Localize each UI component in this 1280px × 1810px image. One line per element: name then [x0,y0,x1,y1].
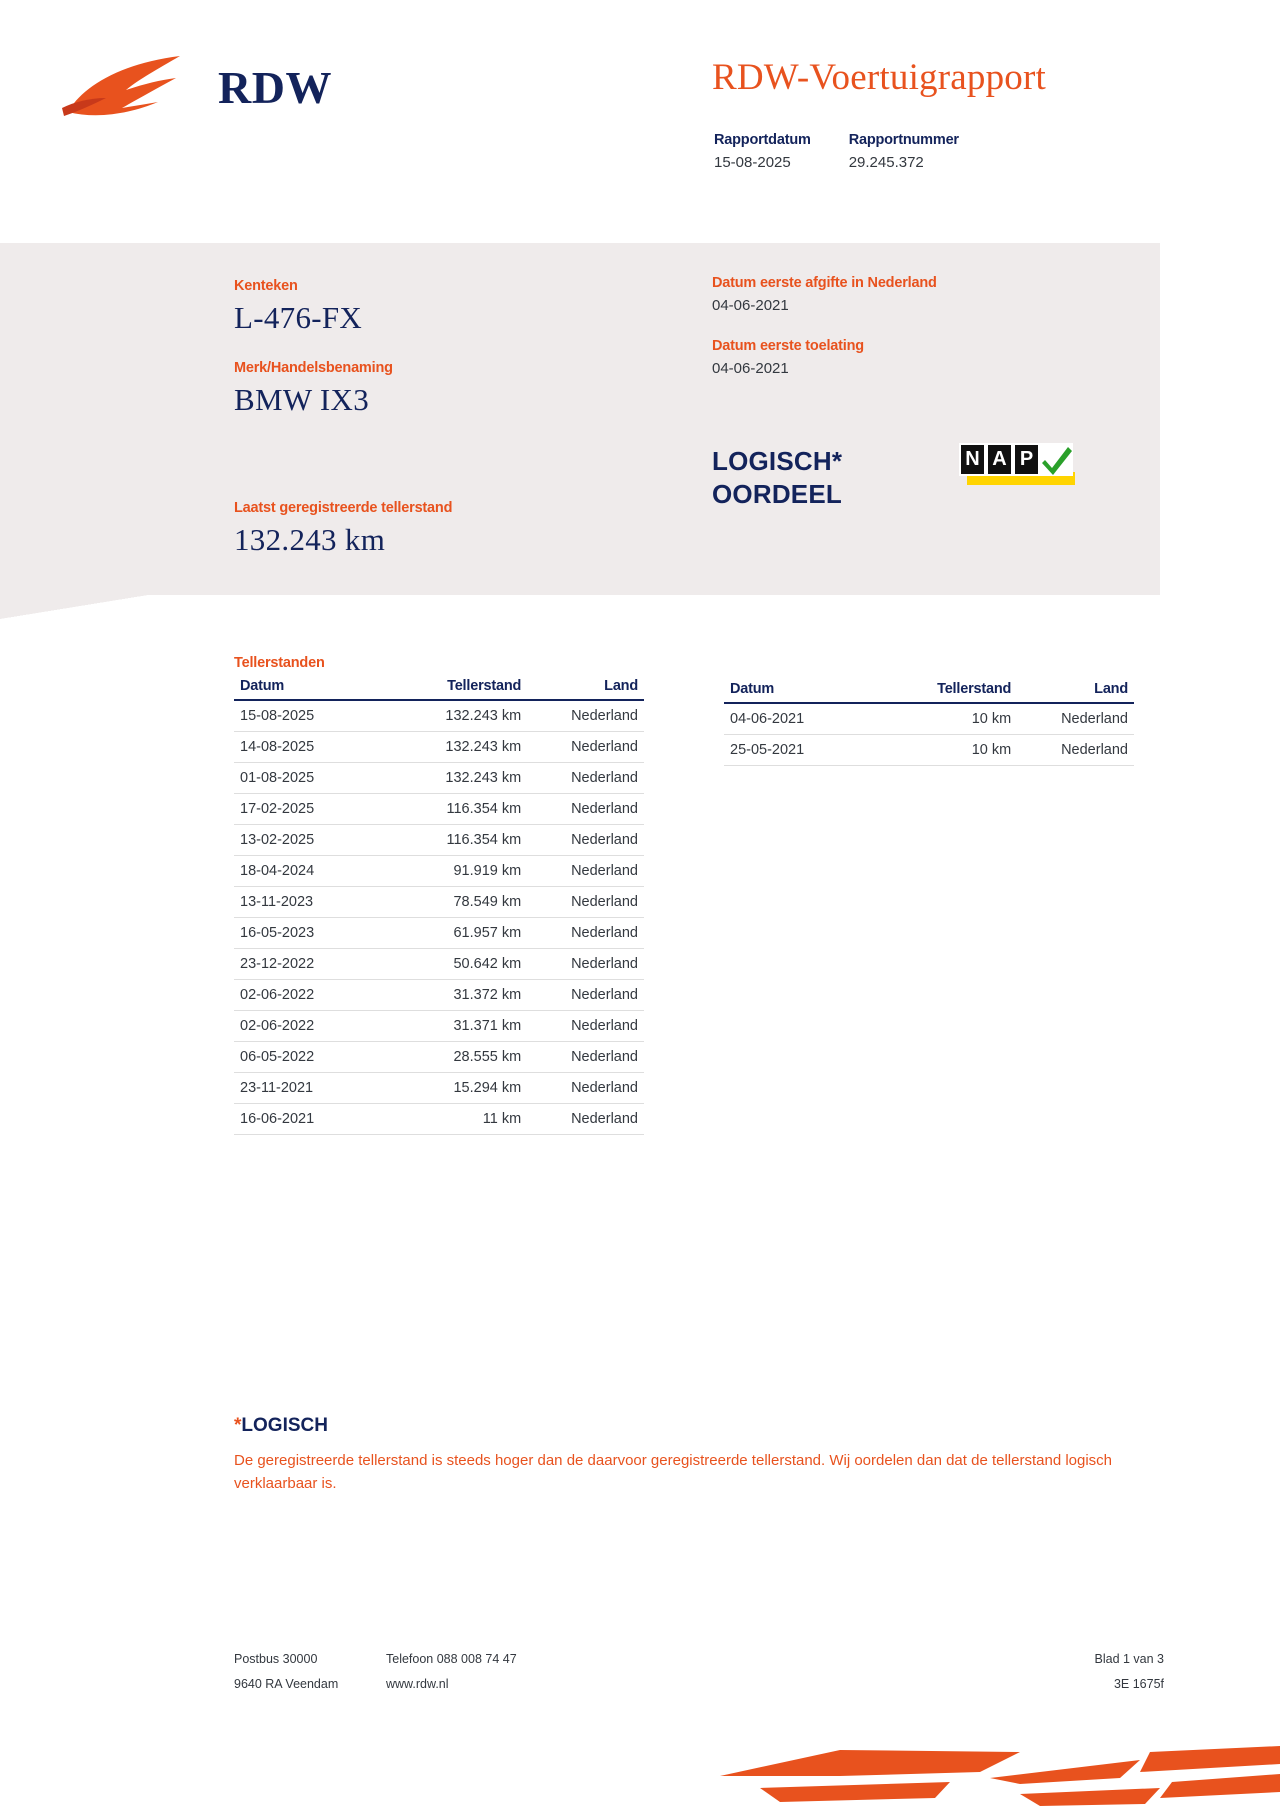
first-issue-nl-block [712,275,1132,314]
footnote-body: De geregistreerde tellerstand is steeds hoger dan de daarvoor geregistreerde tellerstand. Wij oordelen dan dat de tellerstand logisch verklaarbaar is. [234,1452,1113,1493]
first-issue-nl-label: Datum eerste afgifte in Nederland [712,275,937,291]
first-admission-label: Datum eerste toelating [712,338,864,354]
rdw-wordmark: RDW [218,62,332,113]
report-number-label: Rapportnummer [848,132,959,148]
nap-letter-a: A [986,443,1013,476]
cell-land: Nederland [1017,703,1134,735]
meter-readings-title: Tellerstanden [234,655,325,671]
document-header [0,0,1280,240]
cell-tellerstand: 15.294 km [383,1073,527,1104]
nap-logo [959,443,1075,485]
meter-readings-right-column [724,681,1134,766]
table-row [234,856,644,887]
cell-datum: 23-11-2021 [234,1073,383,1104]
footer-postbus: Postbus 30000 [234,1652,318,1666]
table-row [234,732,644,763]
table-body-left [234,700,644,1135]
report-number-value: 29.245.372 [848,154,924,171]
nap-letter-p: P [1013,443,1040,476]
license-value: L-476-FX [234,300,363,335]
table-row [234,700,644,732]
table-row [234,980,644,1011]
cell-land: Nederland [527,700,644,732]
cell-land: Nederland [527,732,644,763]
odometer-block [234,500,664,558]
report-date-block [714,132,811,171]
cell-tellerstand: 10 km [873,703,1017,735]
cell-datum: 13-11-2023 [234,887,383,918]
footnote-star: * [234,1415,242,1436]
cell-datum: 25-05-2021 [724,735,873,766]
brand-block [234,360,654,418]
verdict-line-2: OORDEEL [712,479,842,510]
footer-phone: Telefoon 088 008 74 47 [386,1652,517,1666]
odometer-label: Laatst geregistreerde tellerstand [234,500,453,516]
cell-tellerstand: 91.919 km [383,856,527,887]
table-row [234,918,644,949]
table-body-right [724,703,1134,766]
table-header-row [234,678,644,700]
footer-code: 3E 1675f [1113,1677,1164,1691]
brand-label: Merk/Handelsbenaming [234,360,393,376]
cell-datum: 06-05-2022 [234,1042,383,1073]
vehicle-identity-block [234,278,654,418]
cell-land: Nederland [527,980,644,1011]
footnote-title [234,1415,1164,1437]
report-number-block [849,132,959,171]
first-issue-nl-value: 04-06-2021 [712,297,789,314]
cell-datum: 16-06-2021 [234,1104,383,1135]
col-header-datum: Datum [724,681,873,703]
table-row [234,1073,644,1104]
cell-tellerstand: 78.549 km [383,887,527,918]
cell-land: Nederland [527,856,644,887]
footer-decoration-graphic [720,1742,1280,1810]
cell-land: Nederland [527,763,644,794]
cell-tellerstand: 28.555 km [383,1042,527,1073]
footer-row-1 [234,1652,1164,1666]
cell-datum: 01-08-2025 [234,763,383,794]
table-row [234,887,644,918]
first-admission-value: 04-06-2021 [712,360,789,377]
footer-row-2 [234,1677,1164,1691]
cell-land: Nederland [527,794,644,825]
cell-datum: 18-04-2024 [234,856,383,887]
cell-tellerstand: 31.372 km [383,980,527,1011]
col-header-tellerstand: Tellerstand [383,678,527,700]
col-header-land: Land [1017,681,1134,703]
rdw-feather-icon [60,50,200,125]
cell-land: Nederland [527,825,644,856]
verdict-line-1: LOGISCH* [712,446,843,476]
table-row [234,763,644,794]
cell-land: Nederland [1017,735,1134,766]
cell-land: Nederland [527,1011,644,1042]
cell-tellerstand: 11 km [383,1104,527,1135]
meter-readings-left-column [234,655,644,1135]
table-row [724,735,1134,766]
cell-land: Nederland [527,1073,644,1104]
table-row [234,949,644,980]
document-footer [234,1652,1164,1702]
cell-datum: 04-06-2021 [724,703,873,735]
table-row [234,825,644,856]
col-header-tellerstand: Tellerstand [873,681,1017,703]
document-title: RDW-Voertuigrapport [712,57,1046,98]
cell-tellerstand: 116.354 km [383,794,527,825]
footnote-section [234,1415,1164,1496]
panel-corner-notch [0,595,148,619]
footnote-title-text: LOGISCH [241,1415,328,1436]
first-admission-block [712,338,1132,377]
col-header-datum: Datum [234,678,383,700]
table-row [234,1104,644,1135]
cell-land: Nederland [527,1042,644,1073]
nap-check-icon [1040,443,1073,476]
cell-datum: 02-06-2022 [234,1011,383,1042]
cell-datum: 02-06-2022 [234,980,383,1011]
cell-tellerstand: 132.243 km [383,763,527,794]
meter-readings-table-right [724,681,1134,766]
cell-tellerstand: 116.354 km [383,825,527,856]
license-label: Kenteken [234,278,298,294]
cell-tellerstand: 132.243 km [383,700,527,732]
table-header-row [724,681,1134,703]
table-row [234,1042,644,1073]
cell-land: Nederland [527,887,644,918]
nap-letter-strip [959,443,1075,476]
report-date-value: 15-08-2025 [714,154,791,171]
cell-datum: 13-02-2025 [234,825,383,856]
cell-tellerstand: 31.371 km [383,1011,527,1042]
footer-website[interactable]: www.rdw.nl [386,1677,449,1691]
license-block [234,278,654,336]
table-row [234,1011,644,1042]
cell-datum: 17-02-2025 [234,794,383,825]
cell-tellerstand: 10 km [873,735,1017,766]
table-row [724,703,1134,735]
vehicle-dates-block [712,275,1132,401]
report-meta [714,132,997,171]
cell-land: Nederland [527,949,644,980]
rdw-logo [60,50,332,125]
cell-datum: 15-08-2025 [234,700,383,732]
cell-land: Nederland [527,1104,644,1135]
cell-tellerstand: 50.642 km [383,949,527,980]
cell-datum: 16-05-2023 [234,918,383,949]
report-date-label: Rapportdatum [714,132,811,148]
odometer-value: 132.243 km [234,522,386,557]
table-row [234,794,644,825]
cell-tellerstand: 61.957 km [383,918,527,949]
brand-value: BMW IX3 [234,382,370,417]
nap-letter-n: N [959,443,986,476]
col-header-land: Land [527,678,644,700]
cell-datum: 23-12-2022 [234,949,383,980]
verdict-block [712,445,842,512]
cell-tellerstand: 132.243 km [383,732,527,763]
cell-land: Nederland [527,918,644,949]
meter-readings-table-left [234,678,644,1135]
cell-datum: 14-08-2025 [234,732,383,763]
footer-city: 9640 RA Veendam [234,1677,339,1691]
footer-page: Blad 1 van 3 [1094,1652,1164,1666]
